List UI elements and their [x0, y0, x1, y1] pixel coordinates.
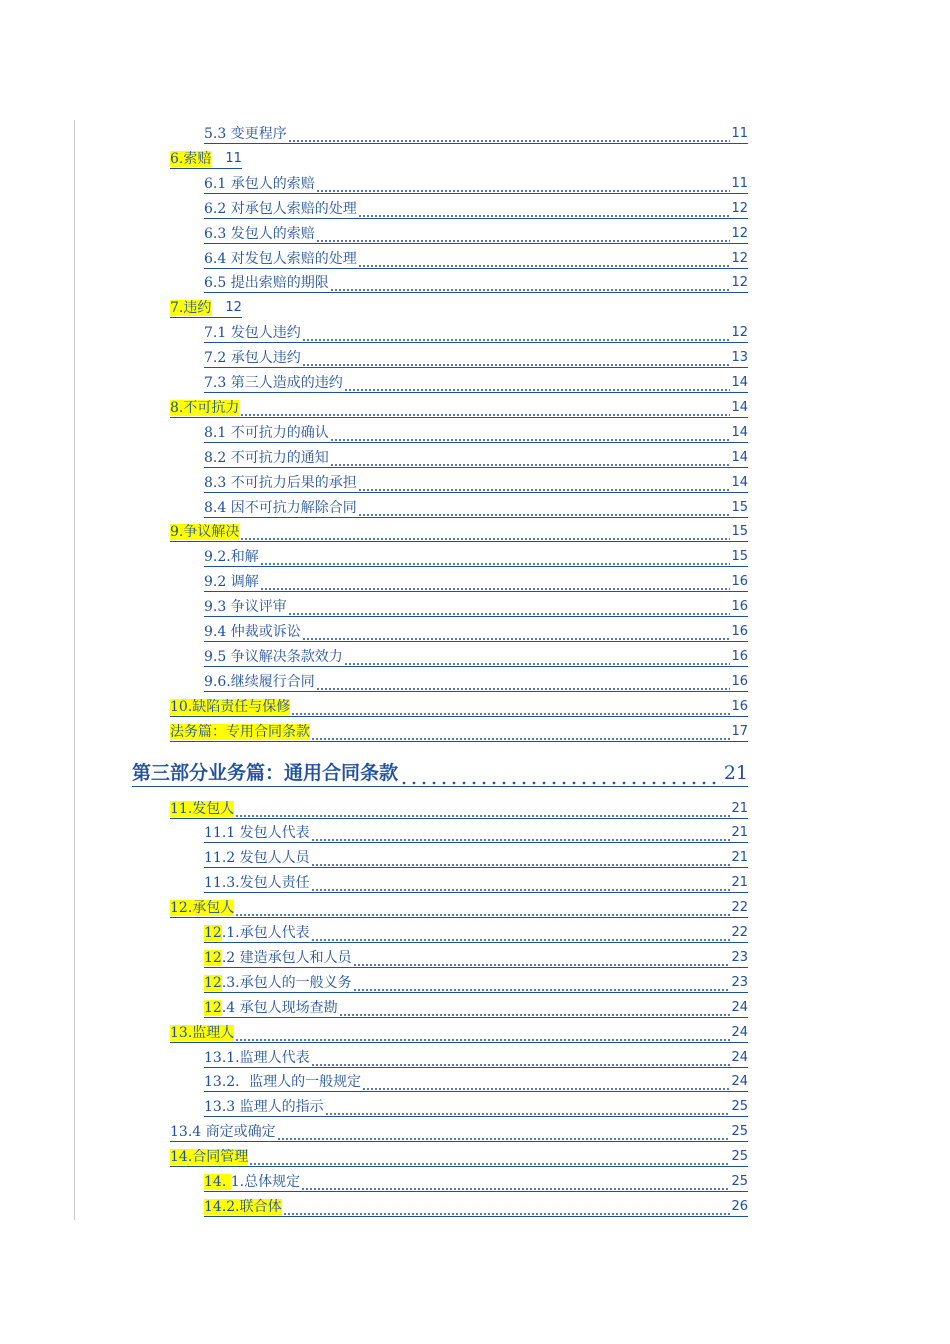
- toc-entry-title: [204, 999, 338, 1017]
- toc-page-number: 24: [731, 1074, 748, 1090]
- toc-entry-title: 6.3 发包人的索赔: [204, 225, 315, 242]
- toc-page-number: 15: [731, 524, 748, 540]
- toc-entry[interactable]: [204, 124, 748, 144]
- toc-entry-title: 7.1 发包人违约: [204, 325, 301, 342]
- dot-leader: [344, 374, 731, 392]
- toc-entry[interactable]: [204, 1097, 748, 1117]
- toc-page-number: 24: [731, 1049, 748, 1065]
- dot-leader: [330, 274, 731, 292]
- toc-entry-title: 13.4 商定或确定: [170, 1124, 276, 1141]
- toc-page-number: 14: [731, 399, 748, 415]
- toc-entry[interactable]: [204, 873, 748, 893]
- dot-leader: [358, 499, 731, 517]
- dot-leader: [316, 673, 731, 691]
- dot-leader: [344, 648, 731, 666]
- toc-page-number: 21: [731, 850, 748, 866]
- toc-page-number: 16: [731, 673, 748, 689]
- toc-entry-title: 第三部分业务篇：通用合同条款: [132, 761, 399, 784]
- toc-page-number: 16: [731, 648, 748, 664]
- highlighted-text: 14.2.联合体: [204, 1198, 282, 1215]
- page-margin-line: [74, 120, 75, 1220]
- toc-page-number: 12: [731, 225, 748, 241]
- dot-leader: [240, 523, 730, 541]
- toc-entry[interactable]: [204, 323, 748, 343]
- highlighted-text: 12: [204, 925, 222, 941]
- toc-entry[interactable]: [170, 1023, 748, 1043]
- toc-page-number: 11: [731, 126, 748, 141]
- dot-leader: [311, 874, 731, 892]
- toc-entry[interactable]: [170, 1147, 748, 1167]
- toc-entry[interactable]: [204, 174, 748, 194]
- toc-page-number: 21: [723, 761, 748, 784]
- dot-leader: [353, 949, 731, 967]
- toc-entry-title: 13.3 监理人的指示: [204, 1099, 324, 1116]
- toc-page-number: 23: [731, 949, 748, 965]
- toc-entry[interactable]: [132, 759, 748, 787]
- dot-leader: [260, 548, 731, 566]
- dot-leader: [311, 723, 730, 741]
- toc-entry-title: 6.5 提出索赔的期限: [204, 275, 329, 292]
- toc-entry[interactable]: [170, 1122, 748, 1142]
- dot-leader: [339, 999, 731, 1017]
- dot-leader: [249, 1148, 730, 1166]
- toc-page-number: 25: [731, 1099, 748, 1115]
- highlighted-text: 12: [204, 974, 222, 991]
- toc-entry-title: [170, 399, 239, 417]
- dot-leader: [301, 1173, 730, 1191]
- dot-leader: [291, 698, 730, 716]
- toc-page-number: 16: [731, 624, 748, 639]
- highlighted-text: 8.不可抗力: [170, 399, 240, 416]
- toc-entry-title: [170, 523, 239, 541]
- toc-page-number: 25: [731, 1149, 748, 1165]
- highlighted-text: 12: [204, 999, 222, 1016]
- toc-entry[interactable]: [204, 199, 748, 219]
- highlighted-text: 6.索赔: [170, 150, 212, 167]
- toc-page-number: 12: [731, 200, 748, 216]
- toc-entry-title: [204, 1198, 282, 1216]
- toc-entry-title: [170, 800, 234, 818]
- entry-title-rest: .2 建造承包人和人员: [221, 949, 352, 966]
- dot-leader: [316, 175, 731, 193]
- toc-entry[interactable]: [204, 1197, 748, 1217]
- highlighted-text: 14.合同管理: [170, 1149, 249, 1166]
- toc-entry-title: [204, 949, 352, 967]
- toc-page-number: 12: [731, 275, 748, 291]
- dot-leader: [311, 924, 731, 942]
- dot-leader: [302, 623, 731, 641]
- toc-page-number: 16: [731, 599, 748, 615]
- toc-entry[interactable]: [204, 672, 748, 692]
- toc-entry-title: 8.1 不可抗力的确认: [204, 424, 329, 441]
- dot-leader: [316, 225, 731, 243]
- toc-page-number: 24: [731, 1024, 748, 1040]
- toc-entry-title: 7.2 承包人违约: [204, 350, 301, 367]
- dot-leader: [358, 250, 731, 268]
- toc-page-number: 12: [731, 325, 748, 341]
- dot-leader: [288, 125, 731, 143]
- toc-entry[interactable]: [170, 898, 748, 918]
- highlighted-text: 7.违约: [170, 300, 212, 317]
- toc-entry-title: [170, 698, 290, 716]
- dot-leader: [325, 1098, 731, 1116]
- dot-leader: [260, 573, 731, 591]
- dot-leader: [353, 974, 731, 992]
- toc-entry-title: [170, 899, 234, 917]
- toc-entry-title: [204, 924, 310, 942]
- toc-page-number: 14: [731, 474, 748, 490]
- toc-entry[interactable]: [204, 597, 748, 617]
- toc-entry[interactable]: [170, 149, 242, 169]
- toc-page-number: 15: [731, 549, 748, 565]
- toc-entry-title: 9.6.继续履行合同: [204, 673, 315, 690]
- toc-page-number: 14: [731, 424, 748, 440]
- toc-entry-title: 13.2．监理人的一般规定: [204, 1074, 362, 1091]
- toc-entry[interactable]: [204, 973, 748, 993]
- toc-entry[interactable]: [204, 1072, 748, 1092]
- toc-entry[interactable]: [204, 348, 748, 368]
- toc-entry[interactable]: [170, 522, 748, 542]
- highlighted-text: 14.: [204, 1174, 231, 1190]
- toc-entry-title: 9.2 调解: [204, 574, 259, 591]
- toc-entry[interactable]: [204, 273, 748, 293]
- toc-page-number: 21: [731, 825, 748, 841]
- toc-entry-title: [204, 1173, 300, 1191]
- dot-leader: [311, 1049, 731, 1067]
- dot-leader: [302, 349, 731, 367]
- toc-entry[interactable]: [204, 823, 748, 843]
- toc-entry[interactable]: [204, 249, 748, 269]
- toc-entry[interactable]: [170, 722, 748, 742]
- toc-entry[interactable]: [204, 448, 748, 468]
- toc-entry[interactable]: [204, 473, 748, 493]
- toc-entry-title: 9.3 争议评审: [204, 599, 287, 616]
- toc-entry-title: 11.2 发包人人员: [204, 850, 310, 867]
- dot-leader: [235, 1024, 730, 1042]
- toc-entry-title: [170, 1148, 248, 1166]
- toc-entry[interactable]: [204, 848, 748, 868]
- toc-entry[interactable]: [170, 799, 748, 819]
- toc-entry[interactable]: [204, 998, 748, 1018]
- toc-entry-title: 8.2 不可抗力的通知: [204, 449, 329, 466]
- toc-page-number: 23: [731, 974, 748, 990]
- toc-page-number: 16: [731, 698, 748, 714]
- entry-title-rest: .3.承包人的一般义务: [221, 974, 352, 991]
- toc-entry[interactable]: [204, 373, 748, 393]
- dot-leader: [399, 760, 723, 786]
- toc-entry-title: [170, 723, 310, 741]
- dot-leader: [358, 474, 731, 492]
- toc-entry-title: 6.2 对承包人索赔的处理: [204, 200, 357, 217]
- entry-title-rest: .4 承包人现场查勘: [221, 999, 338, 1016]
- toc-page-number: 12: [225, 300, 242, 316]
- toc-page-number: 14: [731, 375, 748, 390]
- highlighted-text: 11.发包人: [170, 800, 235, 817]
- toc-page-number: 11: [731, 175, 748, 191]
- toc-entry[interactable]: [204, 423, 748, 443]
- highlighted-text: 13.监理人: [170, 1024, 235, 1041]
- toc-entry-title: 13.1.监理人代表: [204, 1049, 310, 1066]
- toc-page-number: 12: [731, 250, 748, 266]
- dot-leader: [330, 449, 731, 467]
- toc-entry[interactable]: [204, 1048, 748, 1068]
- toc-page-number: 14: [731, 449, 748, 465]
- toc-page-number: 22: [731, 900, 748, 916]
- highlighted-text: 12.承包人: [170, 900, 235, 917]
- toc-entry-title: 6.1 承包人的索赔: [204, 175, 315, 192]
- toc-entry-title: 9.2.和解: [204, 549, 259, 566]
- toc-entry[interactable]: [170, 298, 242, 318]
- toc-page-number: 25: [731, 1124, 748, 1140]
- dot-leader: [302, 324, 731, 342]
- dot-leader: [277, 1123, 731, 1141]
- toc-entry[interactable]: [170, 398, 748, 418]
- toc-entry-title: [170, 1024, 234, 1042]
- toc-entry-title: 11.1 发包人代表: [204, 825, 310, 842]
- toc-page-number: 26: [731, 1198, 748, 1214]
- highlighted-text: 法务篇：专用合同条款: [170, 723, 310, 740]
- toc-entry[interactable]: [204, 572, 748, 592]
- toc-entry-title: [170, 299, 211, 317]
- dot-leader: [362, 1073, 730, 1091]
- toc-entry-title: 7.3 第三人造成的违约: [204, 375, 343, 391]
- toc-page-number: 21: [731, 875, 748, 891]
- toc-entry-title: 6.4 对发包人索赔的处理: [204, 250, 357, 267]
- toc-page-number: 15: [731, 499, 748, 515]
- toc-page-number: 16: [731, 574, 748, 590]
- toc-page-number: 24: [731, 999, 748, 1015]
- dot-leader: [240, 399, 730, 417]
- toc-entry[interactable]: [204, 647, 748, 667]
- toc-entry[interactable]: [204, 224, 748, 244]
- entry-title-rest: .1.承包人代表: [221, 925, 310, 941]
- toc-entry-title: [170, 150, 211, 168]
- dot-leader: [358, 200, 731, 218]
- highlighted-text: 10.缺陷责任与保修: [170, 698, 291, 715]
- highlighted-text: 12: [204, 949, 222, 966]
- toc-page-number: 11: [225, 150, 242, 166]
- dot-leader: [311, 849, 731, 867]
- dot-leader: [283, 1198, 731, 1216]
- toc-entry[interactable]: [204, 1172, 748, 1192]
- dot-leader: [330, 424, 731, 442]
- toc-entry[interactable]: [204, 622, 748, 642]
- toc-entry-title: [204, 974, 352, 992]
- toc-page-number: 17: [731, 723, 748, 739]
- toc-entry-title: 8.3 不可抗力后果的承担: [204, 474, 357, 491]
- toc-entry-title: 8.4 因不可抗力解除合同: [204, 499, 357, 516]
- toc-entry-title: 5.3 变更程序: [204, 126, 287, 142]
- toc-entry[interactable]: [170, 697, 748, 717]
- toc-entry-title: 11.3.发包人责任: [204, 875, 310, 892]
- dot-leader: [235, 899, 730, 917]
- toc-entry-title: 9.4 仲裁或诉讼: [204, 624, 301, 640]
- toc-entry-title: 9.5 争议解决条款效力: [204, 648, 343, 665]
- highlighted-text: 9.争议解决: [170, 524, 240, 541]
- toc-entry[interactable]: [204, 498, 748, 518]
- entry-title-rest: 1.总体规定: [230, 1174, 301, 1190]
- toc-page-number: 25: [731, 1174, 748, 1189]
- toc-entry[interactable]: [204, 547, 748, 567]
- toc-entry[interactable]: [204, 948, 748, 968]
- toc-page-number: 21: [731, 800, 748, 816]
- toc-page-number: 13: [731, 350, 748, 366]
- dot-leader: [288, 598, 731, 616]
- toc-page-number: 22: [731, 925, 748, 940]
- toc-entry[interactable]: [204, 923, 748, 943]
- dot-leader: [311, 824, 731, 842]
- dot-leader: [235, 800, 730, 818]
